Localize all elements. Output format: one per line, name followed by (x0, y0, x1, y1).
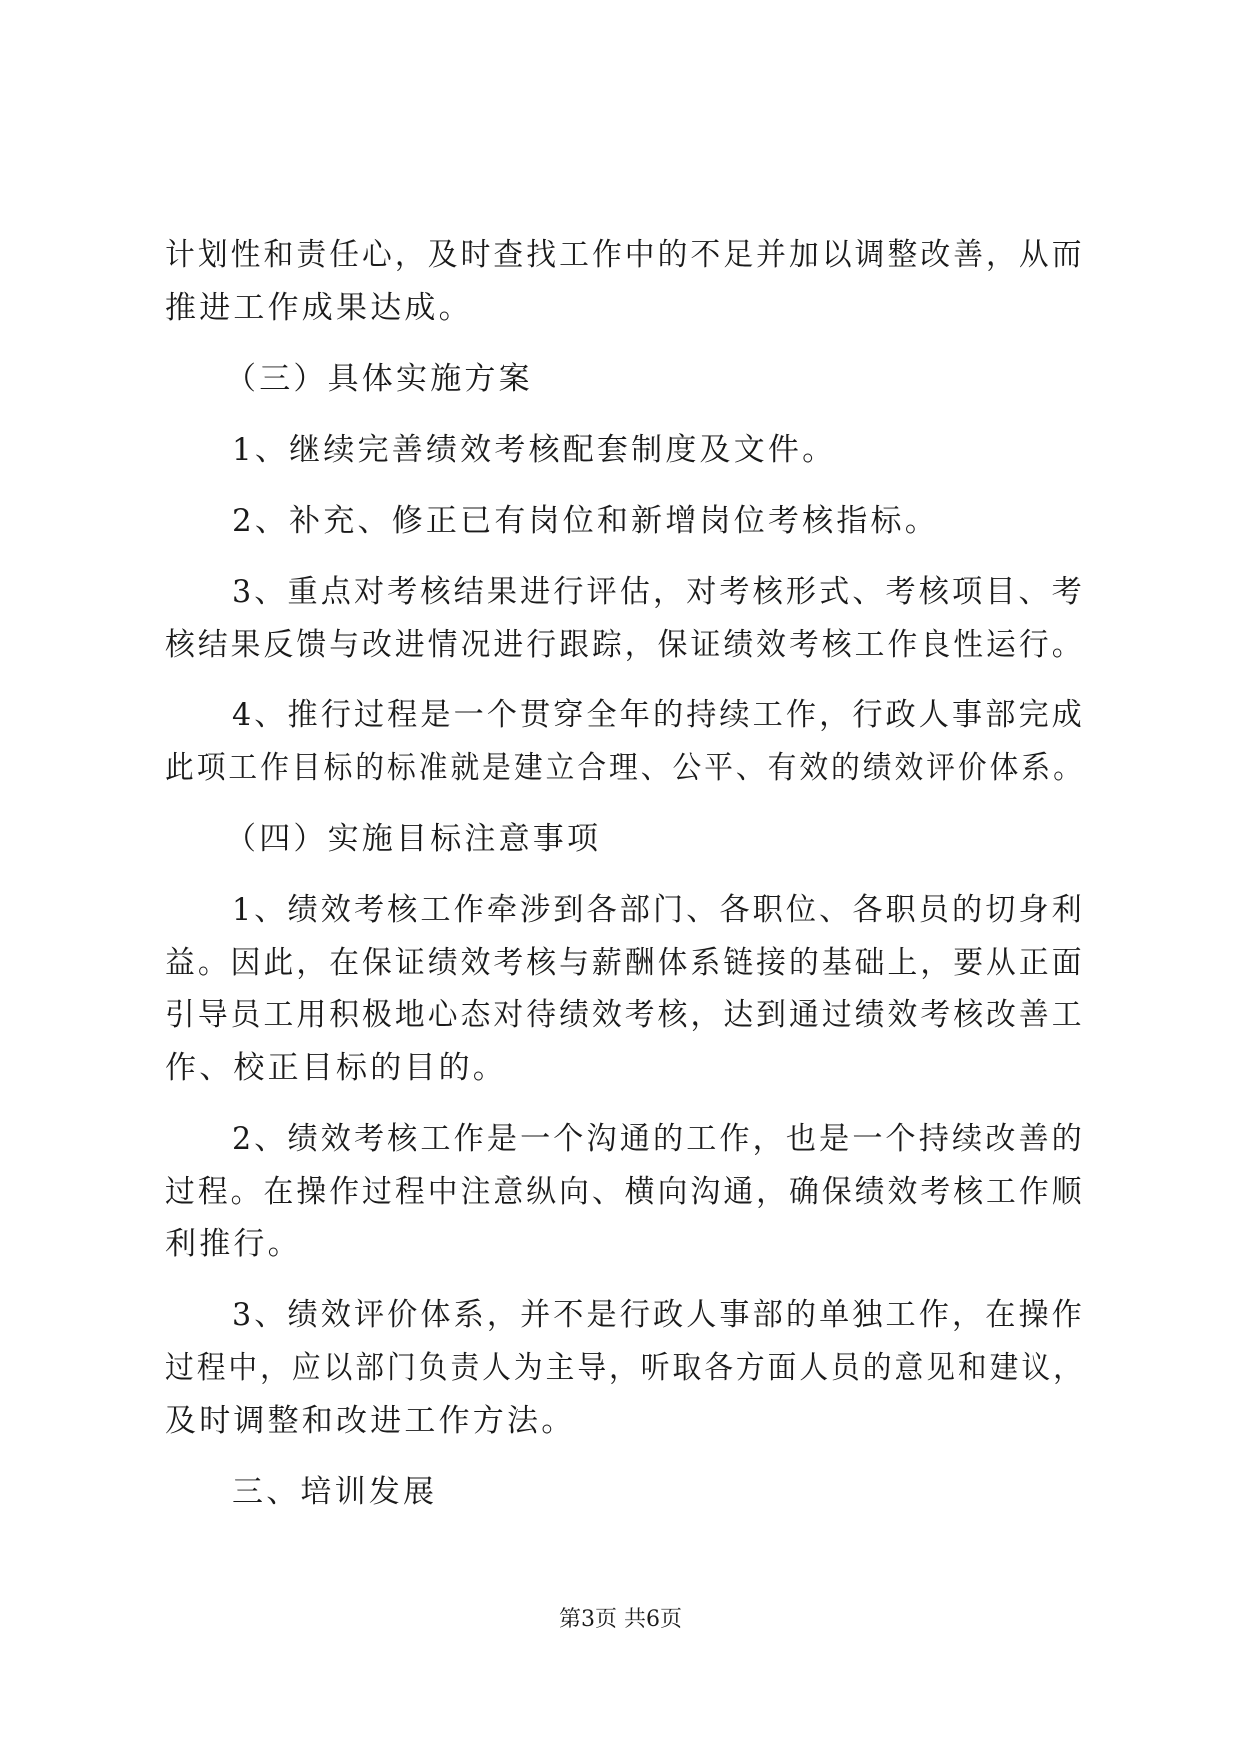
text-line: 计划性和责任心，及时查找工作中的不足并加以调整改善，从而 (165, 237, 1085, 273)
page-number-footer: 第3页 共6页 (559, 1607, 682, 1632)
text-line: 利推行。 (165, 1226, 302, 1262)
text-line: 及时调整和改进工作方法。 (165, 1403, 576, 1439)
text-line: 益。因此，在保证绩效考核与薪酬体系链接的基础上，要从正面 (165, 945, 1085, 981)
text-line: 此项工作目标的标准就是建立合理、公平、有效的绩效评价体系。 (165, 750, 1085, 786)
text-line: 过程中，应以部门负责人为主导，听取各方面人员的意见和建议， (165, 1350, 1085, 1386)
text-line: 核结果反馈与改进情况进行跟踪，保证绩效考核工作良性运行。 (165, 627, 1085, 663)
text-line: 3、重点对考核结果进行评估，对考核形式、考核项目、考 (232, 574, 1085, 610)
text-line: 过程。在操作过程中注意纵向、横向沟通，确保绩效考核工作顺 (165, 1174, 1085, 1210)
text-line: 引导员工用积极地心态对待绩效考核，达到通过绩效考核改善工 (165, 997, 1085, 1033)
section-heading: 三、培训发展 (232, 1474, 438, 1510)
text-line: 推进工作成果达成。 (165, 290, 473, 326)
text-line: 2、绩效考核工作是一个沟通的工作，也是一个持续改善的 (232, 1121, 1085, 1157)
text-line: 1、绩效考核工作牵涉到各部门、各职位、各职员的切身利 (232, 892, 1085, 928)
text-line: 作、校正目标的目的。 (165, 1050, 507, 1086)
section-heading: （三）具体实施方案 (225, 361, 533, 397)
text-line: 2、补充、修正已有岗位和新增岗位考核指标。 (232, 503, 939, 539)
text-line: 4、推行过程是一个贯穿全年的持续工作，行政人事部完成 (232, 697, 1085, 733)
section-heading: （四）实施目标注意事项 (225, 821, 602, 857)
text-line: 3、绩效评价体系，并不是行政人事部的单独工作，在操作 (232, 1297, 1085, 1333)
text-line: 1、继续完善绩效考核配套制度及文件。 (232, 432, 837, 468)
